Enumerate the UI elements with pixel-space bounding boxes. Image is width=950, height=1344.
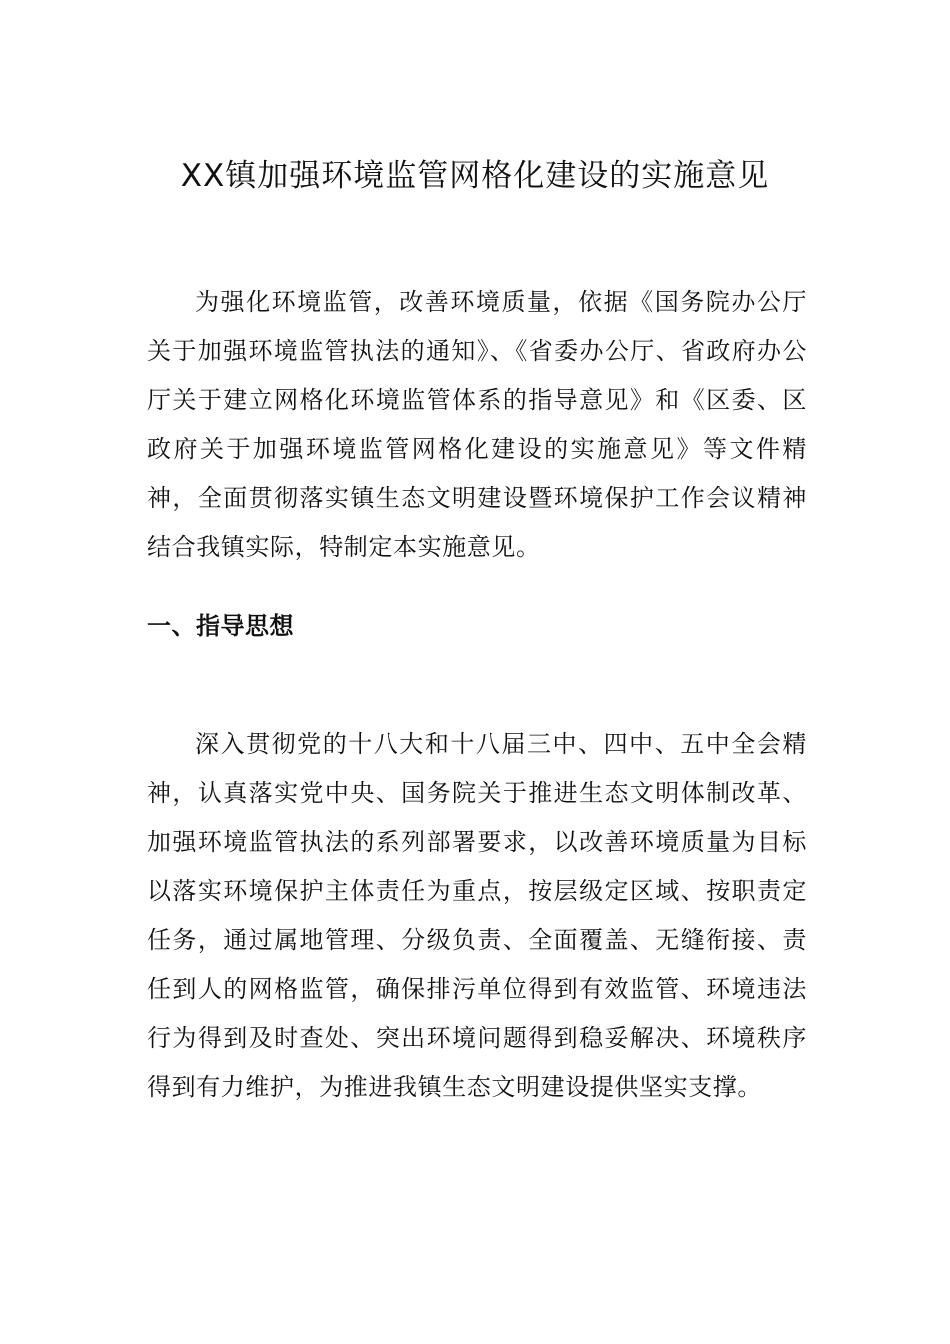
section-heading-guiding-ideology: 一、指导思想	[147, 612, 294, 640]
document-title: XX镇加强环境监管网格化建设的实施意见	[180, 158, 770, 194]
section-paragraph-guiding-ideology: 深入贯彻党的十八大和十八届三中、四中、五中全会精神，认真落实党中央、国务院关于推进生态文明体制改革、加强环境监管执法的系列部署要求，以改善环境质量为目标以落实环境保护主体责任为重点，按层级定区域、按职责定任务，通过属地管理、分级负责、全面覆盖、无缝衔接、责任到人的网格监管，确保排污单位得到有效监管、环境违法行为得到及时查处、突出环境问题得到稳妥解决、环境秩序得到有力维护，为推进我镇生态文明建设提供坚实支撑。	[147, 730, 807, 1101]
intro-paragraph: 为强化环境监管，改善环境质量，依据《国务院办公厅关于加强环境监管执法的通知》、《省委办公厅、省政府办公厅关于建立网格化环境监管体系的指导意见》和《区委、区政府关于加强环境监管网格化建设的实施意见》等文件精神，全面贯彻落实镇生态文明建设暨环境保护工作会议精神结合我镇实际，特制定本实施意见。	[147, 288, 807, 561]
